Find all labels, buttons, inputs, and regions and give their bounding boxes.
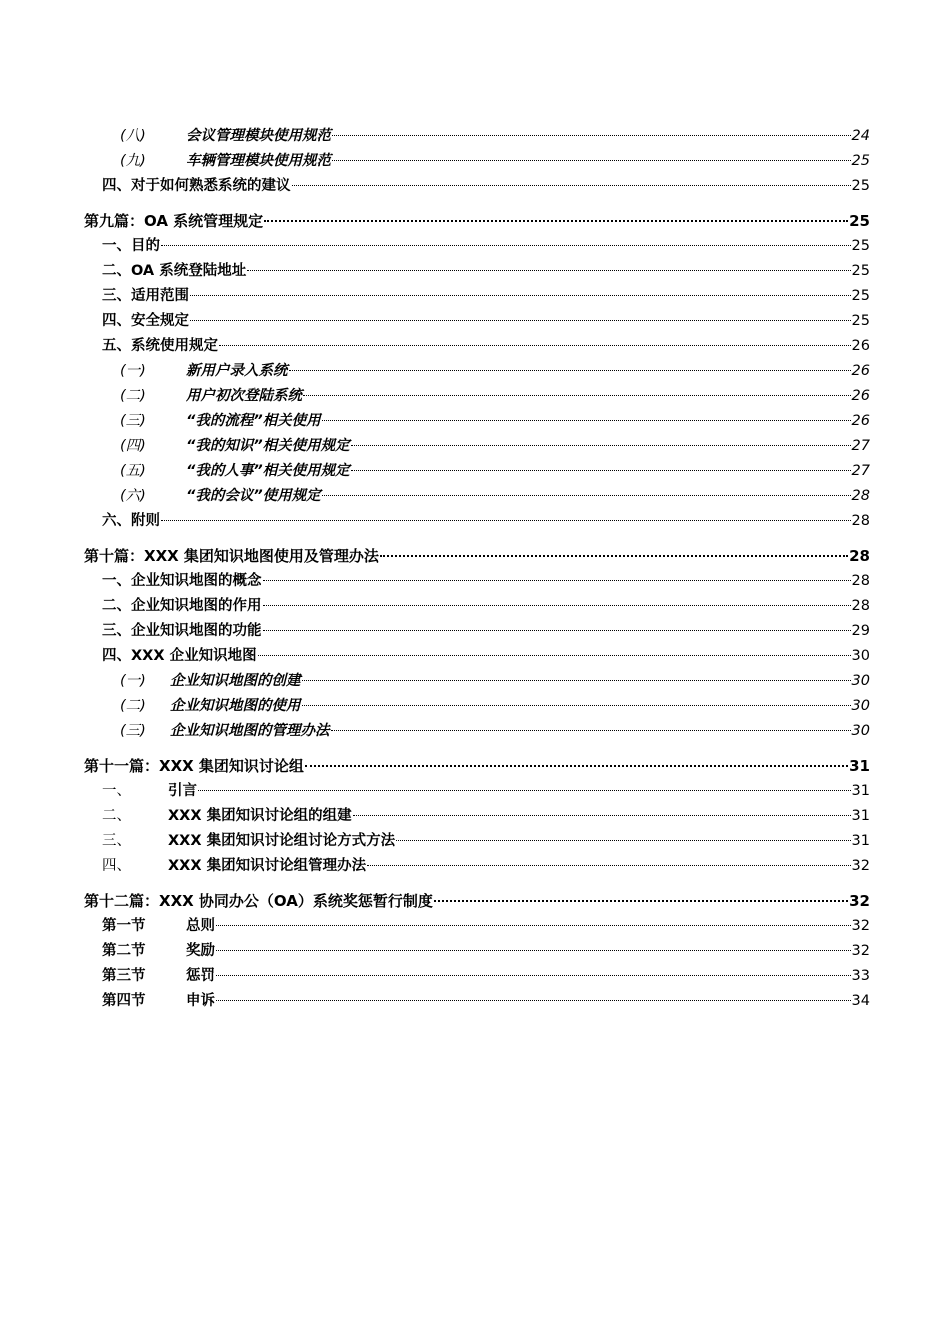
dot-leader — [331, 730, 851, 731]
dot-leader — [292, 185, 851, 186]
toc-entry-number: (二) — [120, 698, 146, 714]
toc-entry-title: XXX 集团知识讨论组讨论方式方法 — [168, 833, 396, 849]
dot-leader — [219, 345, 851, 346]
toc-entry-title: 一、目的 — [102, 238, 160, 254]
toc-entry-number: (三) — [120, 723, 146, 739]
toc-entry-title: 车辆管理模块使用规范 — [186, 153, 331, 169]
toc-entry-title: “我的会议”使用规定 — [186, 488, 321, 504]
toc-entry-title: “我的人事”相关使用规定 — [186, 463, 350, 479]
toc-entry-title: 四、对于如何熟悉系统的建议 — [102, 178, 291, 194]
dot-leader — [289, 370, 851, 371]
toc-entry-number: 第四节 — [102, 993, 146, 1009]
toc-entry[interactable] — [84, 509, 870, 534]
toc-entry[interactable] — [84, 409, 870, 434]
toc-entry[interactable] — [84, 234, 870, 259]
toc-page-number: 25 — [849, 212, 870, 230]
toc-entry[interactable] — [84, 829, 870, 854]
toc-page-number: 25 — [851, 313, 870, 329]
toc-part-entry[interactable] — [84, 888, 870, 914]
toc-entry[interactable] — [84, 484, 870, 509]
toc-entry-number: 三、 — [102, 833, 131, 849]
toc-entry-title: XXX 集团知识讨论组的组建 — [168, 808, 352, 824]
toc-page-number: 32 — [851, 918, 870, 934]
toc-page-number: 25 — [851, 178, 870, 194]
dot-leader — [302, 705, 851, 706]
dot-leader — [351, 445, 851, 446]
dot-leader — [258, 655, 851, 656]
toc-entry-number: 第一节 — [102, 918, 146, 934]
toc-entry-title: XXX 集团知识讨论组管理办法 — [168, 858, 367, 874]
toc-page-number: 30 — [851, 673, 870, 689]
toc-entry-title: 二、企业知识地图的作用 — [102, 598, 262, 614]
toc-entry-title: 五、系统使用规定 — [102, 338, 218, 354]
toc-entry[interactable] — [84, 434, 870, 459]
dot-leader — [263, 605, 851, 606]
toc-page-number: 25 — [851, 238, 870, 254]
toc-page-number: 29 — [851, 623, 870, 639]
toc-entry-title: 引言 — [168, 783, 197, 799]
toc-entry-title: 用户初次登陆系统 — [186, 388, 302, 404]
toc-part-entry[interactable] — [84, 753, 870, 779]
toc-page-number: 32 — [851, 943, 870, 959]
toc-entry[interactable] — [84, 619, 870, 644]
toc-entry[interactable] — [84, 669, 870, 694]
toc-entry[interactable] — [84, 259, 870, 284]
dot-leader — [247, 270, 850, 271]
toc-page-number: 31 — [849, 757, 870, 775]
dot-leader — [332, 160, 851, 161]
dot-leader — [216, 950, 851, 951]
toc-entry[interactable] — [84, 719, 870, 744]
dot-leader — [264, 220, 848, 222]
dot-leader — [190, 295, 851, 296]
toc-page-number: 28 — [851, 598, 870, 614]
toc-page-number: 32 — [851, 858, 870, 874]
dot-leader — [161, 520, 851, 521]
toc-entry-title: 一、企业知识地图的概念 — [102, 573, 262, 589]
dot-leader — [367, 865, 850, 866]
toc-part-entry[interactable] — [84, 543, 870, 569]
dot-leader — [332, 135, 851, 136]
toc-page-number: 26 — [851, 338, 870, 354]
toc-entry-title: 申诉 — [186, 993, 215, 1009]
toc-entry[interactable] — [84, 309, 870, 334]
toc-page-number: 28 — [851, 573, 870, 589]
dot-leader — [302, 680, 851, 681]
dot-leader — [353, 815, 851, 816]
toc-entry-title: 四、安全规定 — [102, 313, 189, 329]
toc-entry[interactable] — [84, 854, 870, 879]
toc-page-number: 31 — [851, 833, 870, 849]
toc-page-number: 30 — [851, 723, 870, 739]
toc-entry-title: 二、OA 系统登陆地址 — [102, 263, 247, 279]
toc-entry[interactable] — [84, 779, 870, 804]
toc-entry[interactable] — [84, 334, 870, 359]
toc-entry-title: 企业知识地图的管理办法 — [170, 723, 330, 739]
toc-entry[interactable] — [84, 989, 870, 1014]
toc-part-entry[interactable] — [84, 208, 870, 234]
dot-leader — [198, 790, 851, 791]
toc-page-number: 26 — [851, 388, 870, 404]
toc-page-number: 31 — [851, 783, 870, 799]
toc-entry-title: 第十一篇：XXX 集团知识讨论组 — [84, 757, 304, 775]
toc-entry-title: 奖励 — [186, 943, 215, 959]
toc-entry-title: 第十二篇：XXX 协同办公（OA）系统奖惩暂行制度 — [84, 892, 433, 910]
toc-entry-title: 惩罚 — [186, 968, 215, 984]
toc-entry-title: 新用户录入系统 — [186, 363, 288, 379]
dot-leader — [216, 925, 851, 926]
toc-page-number: 26 — [851, 363, 870, 379]
toc-entry-number: (一) — [120, 363, 146, 379]
toc-entry-title: 三、企业知识地图的功能 — [102, 623, 262, 639]
toc-entry-number: (九) — [120, 153, 146, 169]
toc-entry[interactable] — [84, 694, 870, 719]
toc-entry[interactable] — [84, 174, 870, 199]
toc-entry-number: (五) — [120, 463, 146, 479]
toc-entry-title: 第十篇：XXX 集团知识地图使用及管理办法 — [84, 547, 379, 565]
dot-leader — [322, 495, 851, 496]
toc-entry-number: 第三节 — [102, 968, 146, 984]
toc-page-number: 30 — [851, 698, 870, 714]
toc-entry-number: 二、 — [102, 808, 131, 824]
toc-entry-number: (三) — [120, 413, 146, 429]
dot-leader — [434, 900, 848, 902]
toc-entry[interactable] — [84, 359, 870, 384]
toc-page-number: 25 — [851, 263, 870, 279]
toc-entry-number: (二) — [120, 388, 146, 404]
dot-leader — [322, 420, 851, 421]
toc-entry[interactable] — [84, 384, 870, 409]
toc-entry-number: (六) — [120, 488, 146, 504]
toc-entry-number: 一、 — [102, 783, 131, 799]
toc-page-number: 27 — [851, 463, 870, 479]
toc-entry-title: 四、XXX 企业知识地图 — [102, 648, 257, 664]
toc-page-number: 24 — [851, 128, 870, 144]
toc-entry-number: (一) — [120, 673, 146, 689]
toc-entry-number: 四、 — [102, 858, 131, 874]
toc-page-number: 28 — [851, 488, 870, 504]
toc-page-number: 33 — [851, 968, 870, 984]
toc-entry-title: 第九篇：OA 系统管理规定 — [84, 212, 264, 230]
toc-entry[interactable] — [84, 804, 870, 829]
toc-entry-title: “我的知识”相关使用规定 — [186, 438, 350, 454]
toc-entry[interactable] — [84, 644, 870, 669]
toc-entry[interactable] — [84, 594, 870, 619]
toc-entry[interactable] — [84, 284, 870, 309]
toc-entry[interactable] — [84, 459, 870, 484]
toc-entry[interactable] — [84, 149, 870, 174]
toc-entry-number: 第二节 — [102, 943, 146, 959]
toc-entry[interactable] — [84, 569, 870, 594]
toc-entry-title: 三、适用范围 — [102, 288, 189, 304]
table-of-contents — [84, 124, 870, 1014]
dot-leader — [380, 555, 848, 557]
toc-page-number: 32 — [849, 892, 870, 910]
dot-leader — [303, 395, 851, 396]
dot-leader — [263, 630, 851, 631]
toc-page-number: 26 — [851, 413, 870, 429]
toc-entry[interactable] — [84, 939, 870, 964]
dot-leader — [216, 1000, 851, 1001]
toc-page-number: 34 — [851, 993, 870, 1009]
dot-leader — [263, 580, 851, 581]
dot-leader — [396, 840, 850, 841]
toc-entry-title: 六、附则 — [102, 513, 160, 529]
toc-entry-title: 企业知识地图的创建 — [170, 673, 301, 689]
toc-page-number: 25 — [851, 153, 870, 169]
toc-entry-title: 企业知识地图的使用 — [170, 698, 301, 714]
toc-page-number: 30 — [851, 648, 870, 664]
toc-entry[interactable] — [84, 914, 870, 939]
dot-leader — [216, 975, 851, 976]
dot-leader — [190, 320, 851, 321]
toc-entry-title: 会议管理模块使用规范 — [186, 128, 331, 144]
toc-entry-number: (四) — [120, 438, 146, 454]
dot-leader — [161, 245, 851, 246]
toc-entry-number: (八) — [120, 128, 146, 144]
toc-entry[interactable] — [84, 964, 870, 989]
dot-leader — [305, 765, 848, 767]
toc-page-number: 28 — [849, 547, 870, 565]
dot-leader — [351, 470, 851, 471]
toc-page-number: 28 — [851, 513, 870, 529]
toc-entry[interactable] — [84, 124, 870, 149]
toc-page-number: 31 — [851, 808, 870, 824]
toc-entry-title: “我的流程”相关使用 — [186, 413, 321, 429]
toc-page-number: 25 — [851, 288, 870, 304]
toc-page-number: 27 — [851, 438, 870, 454]
toc-entry-title: 总则 — [186, 918, 215, 934]
